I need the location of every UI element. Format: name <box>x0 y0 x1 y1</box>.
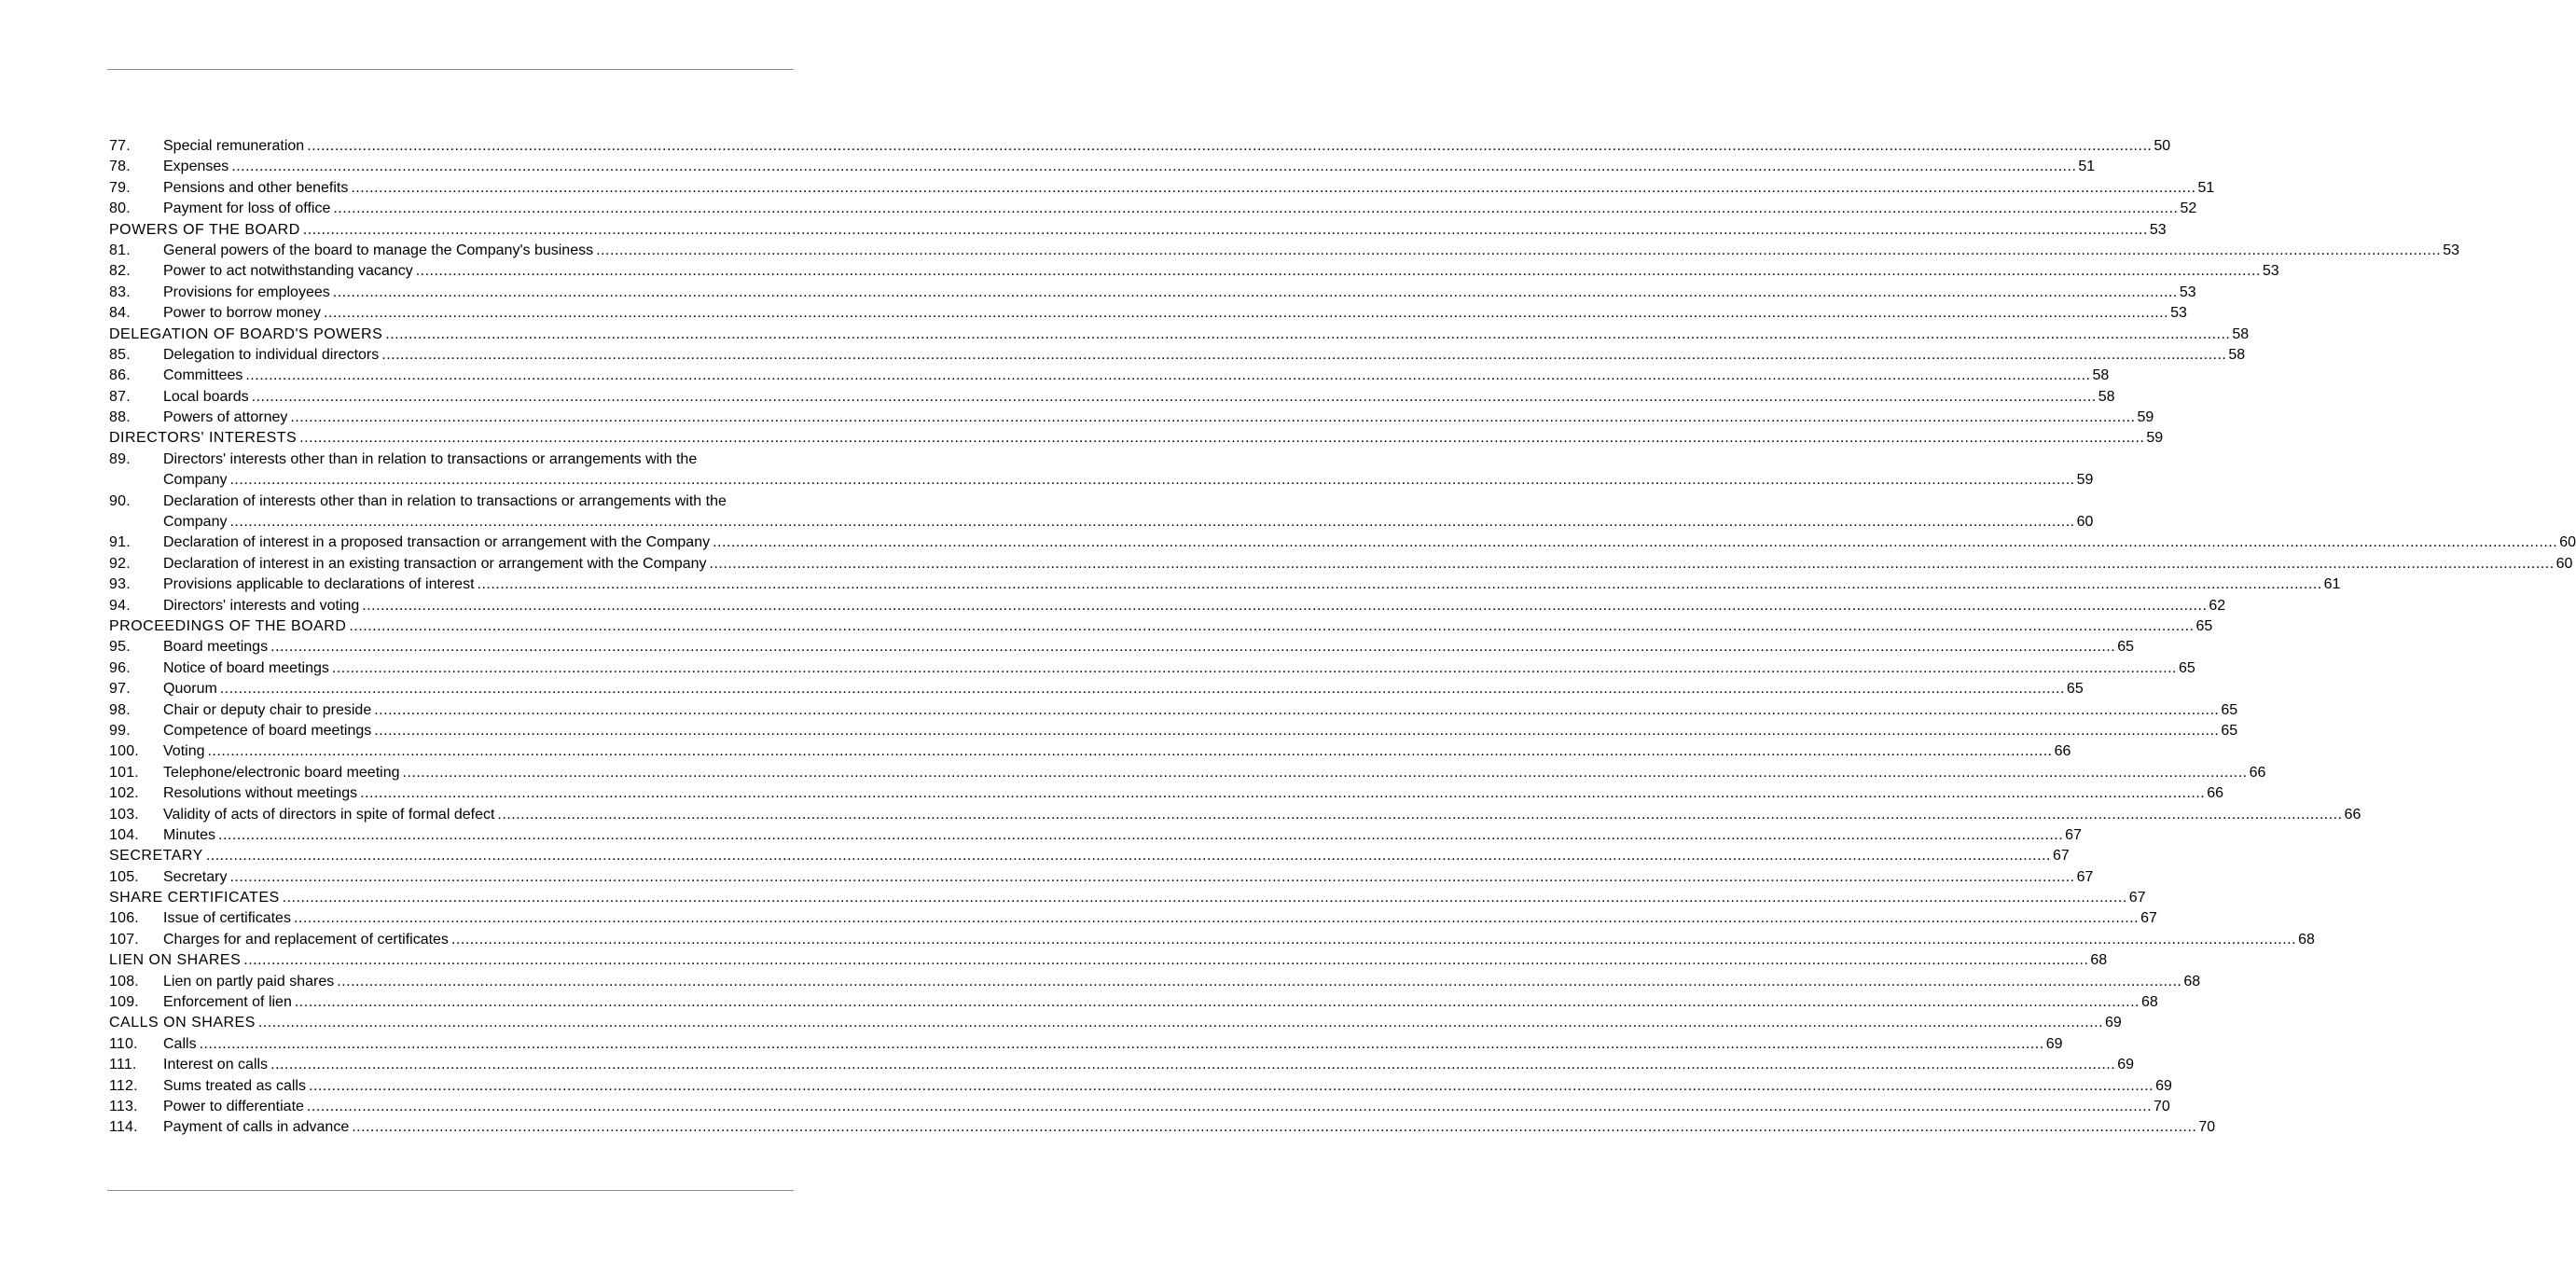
toc-entry-title: Declaration of interest in an existing transaction or arrangement with the Company <box>163 555 707 572</box>
toc-entry-number: 100. <box>109 743 139 760</box>
toc-entry-number: 99. <box>109 722 131 739</box>
toc-page-number: 60 <box>2076 514 2094 531</box>
toc-section-heading[interactable] <box>109 1013 2122 1033</box>
toc-entry-number: 108. <box>109 973 139 989</box>
toc-entry-number: 103. <box>109 806 139 823</box>
toc-entry[interactable] <box>109 679 2084 699</box>
toc-leader-dots: ................................................................................................................................................................................................................................................................................................................................................................................................................ <box>231 159 2077 175</box>
toc-page-number: 59 <box>2146 430 2164 447</box>
toc-entry-number: 83. <box>109 284 131 300</box>
toc-page-number: 58 <box>2098 388 2115 405</box>
toc-entry[interactable] <box>109 366 2110 386</box>
toc-section-title: CALLS ON SHARES <box>109 1015 256 1031</box>
toc-entry-number: 114. <box>109 1119 138 1136</box>
toc-entry-title: Calls <box>163 1035 197 1052</box>
toc-leader-dots: ................................................................................................................................................................................................................................................................................................................................................................................................................ <box>349 617 2195 634</box>
toc-entry-number: 102. <box>109 785 139 802</box>
toc-section-title: DELEGATION OF BOARD'S POWERS <box>109 325 383 342</box>
toc-page-number: 69 <box>2155 1077 2172 1094</box>
toc-leader-dots: ................................................................................................................................................................................................................................................................................................................................................................................................................ <box>251 388 2097 405</box>
toc-leader-dots: ................................................................................................................................................................................................................................................................................................................................................................................................................ <box>323 305 2169 322</box>
toc-entry[interactable] <box>109 805 2361 825</box>
toc-entry-number: 90. <box>109 492 131 509</box>
toc-entry[interactable] <box>109 136 2171 157</box>
toc-leader-dots: ................................................................................................................................................................................................................................................................................................................................................................................................................ <box>360 785 2206 802</box>
toc-leader-dots: ................................................................................................................................................................................................................................................................................................................................................................................................................ <box>270 1057 2116 1073</box>
toc-entry-title: Telephone/electronic board meeting <box>163 764 400 781</box>
toc-leader-dots: ................................................................................................................................................................................................................................................................................................................................................................................................................ <box>243 952 2089 969</box>
toc-section-title: PROCEEDINGS OF THE BOARD <box>109 617 347 634</box>
toc-leader-dots: ................................................................................................................................................................................................................................................................................................................................................................................................................ <box>229 514 2075 531</box>
toc-leader-dots: ................................................................................................................................................................................................................................................................................................................................................................................................................ <box>362 597 2208 614</box>
toc-page-number: 68 <box>2298 931 2315 948</box>
toc-entry-number: 112. <box>109 1077 138 1094</box>
toc-entry[interactable] <box>109 283 2196 303</box>
toc-leader-dots: ................................................................................................................................................................................................................................................................................................................................................................................................................ <box>331 659 2177 676</box>
toc-leader-dots: ................................................................................................................................................................................................................................................................................................................................................................................................................ <box>229 868 2075 885</box>
toc-entry-number: 101. <box>109 764 139 781</box>
toc-section-title: LIEN ON SHARES <box>109 952 242 969</box>
toc-leader-dots: ................................................................................................................................................................................................................................................................................................................................................................................................................ <box>713 534 2558 551</box>
toc-entry-number: 113. <box>109 1098 138 1114</box>
toc-entry-title: Powers of attorney <box>163 409 288 426</box>
toc-section-title: SHARE CERTIFICATES <box>109 890 280 906</box>
toc-page-number: 69 <box>2105 1015 2122 1031</box>
toc-page-number: 66 <box>2054 743 2071 760</box>
toc-page-number: 65 <box>2221 701 2238 718</box>
toc-entry[interactable] <box>109 930 2315 950</box>
toc-entry-number: 94. <box>109 597 131 614</box>
toc-entry-number: 105. <box>109 868 139 885</box>
toc-entry-title: Secretary <box>163 868 228 885</box>
toc-entry[interactable] <box>109 658 2195 679</box>
toc-leader-dots: ................................................................................................................................................................................................................................................................................................................................................................................................................ <box>307 138 2153 154</box>
toc-entry[interactable] <box>109 574 2341 595</box>
toc-page-number: 70 <box>2154 1098 2170 1114</box>
toc-leader-dots: ................................................................................................................................................................................................................................................................................................................................................................................................................ <box>229 472 2075 489</box>
toc-entry[interactable] <box>109 408 2154 428</box>
toc-entry-number: 81. <box>109 242 131 258</box>
toc-leader-dots: ................................................................................................................................................................................................................................................................................................................................................................................................................ <box>293 910 2140 927</box>
table-of-contents <box>109 136 2576 1139</box>
toc-page-number: 66 <box>2249 764 2266 781</box>
toc-leader-dots: ................................................................................................................................................................................................................................................................................................................................................................................................................ <box>218 826 2064 843</box>
toc-leader-dots: ................................................................................................................................................................................................................................................................................................................................................................................................................ <box>245 367 2091 384</box>
toc-entry[interactable] <box>109 1076 2172 1097</box>
toc-entry-title: Sums treated as calls <box>163 1077 306 1094</box>
toc-entry-number: 79. <box>109 179 131 196</box>
toc-entry-title: Interest on calls <box>163 1057 269 1073</box>
toc-page-number: 69 <box>2117 1057 2134 1073</box>
toc-entry-number: 85. <box>109 346 131 363</box>
toc-entry-title: Payment for loss of office <box>163 201 331 217</box>
toc-leader-dots: ................................................................................................................................................................................................................................................................................................................................................................................................................ <box>308 1077 2154 1094</box>
toc-section-heading[interactable] <box>109 950 2108 971</box>
toc-page-number: 67 <box>2052 848 2070 865</box>
toc-leader-dots: ................................................................................................................................................................................................................................................................................................................................................................................................................ <box>290 409 2136 426</box>
toc-entry[interactable] <box>109 637 2134 657</box>
toc-leader-dots: ................................................................................................................................................................................................................................................................................................................................................................................................................ <box>199 1035 2044 1052</box>
toc-entry-number: 86. <box>109 367 131 384</box>
toc-entry-number: 91. <box>109 534 131 551</box>
toc-entry[interactable] <box>109 1097 2170 1117</box>
toc-entry-number: 107. <box>109 931 139 948</box>
toc-entry-title: Pensions and other benefits <box>163 179 349 196</box>
toc-leader-dots: ................................................................................................................................................................................................................................................................................................................................................................................................................ <box>299 430 2145 447</box>
toc-entry[interactable] <box>109 972 2201 992</box>
toc-entry-title: Local boards <box>163 388 249 405</box>
toc-entry-title: Directors' interests and voting <box>163 597 360 614</box>
toc-entry-title: Delegation to individual directors <box>163 346 380 363</box>
toc-section-title: DIRECTORS' INTERESTS <box>109 430 298 447</box>
toc-leader-dots: ................................................................................................................................................................................................................................................................................................................................................................................................................ <box>709 555 2555 572</box>
toc-entry-title: Charges for and replacement of certificates <box>163 931 449 948</box>
toc-entry-number: 84. <box>109 305 131 322</box>
toc-section-heading[interactable] <box>109 428 2164 449</box>
toc-entry-title: Provisions applicable to declarations of interest <box>163 576 475 593</box>
toc-page-number: 59 <box>2137 409 2154 426</box>
toc-page-number: 68 <box>2183 973 2201 989</box>
toc-entry-title: Declaration of interest in a proposed transaction or arrangement with the Company <box>163 534 711 551</box>
toc-entry[interactable] <box>109 825 2082 846</box>
toc-entry-title: Provisions for employees <box>163 284 330 300</box>
toc-entry[interactable] <box>109 261 2279 282</box>
toc-page-number: 51 <box>2078 159 2096 175</box>
toc-section-heading[interactable] <box>109 325 2250 345</box>
toc-entry-number: 92. <box>109 555 131 572</box>
toc-page-number: 67 <box>2065 826 2082 843</box>
toc-leader-dots: ................................................................................................................................................................................................................................................................................................................................................................................................................ <box>477 576 2322 593</box>
toc-entry[interactable] <box>109 345 2246 366</box>
toc-entry[interactable] <box>109 1034 2063 1055</box>
toc-leader-dots: ................................................................................................................................................................................................................................................................................................................................................................................................................ <box>205 848 2051 865</box>
toc-section-heading[interactable] <box>109 616 2213 637</box>
toc-page-number: 51 <box>2197 179 2215 196</box>
toc-page-number: 53 <box>2443 242 2460 258</box>
toc-entry[interactable] <box>109 700 2238 721</box>
toc-entry-number: 87. <box>109 388 131 405</box>
toc-leader-dots: ................................................................................................................................................................................................................................................................................................................................................................................................................ <box>270 639 2116 656</box>
toc-leader-dots: ................................................................................................................................................................................................................................................................................................................................................................................................................ <box>497 806 2343 823</box>
toc-entry[interactable] <box>109 783 2224 804</box>
toc-page-number: 58 <box>2232 325 2250 342</box>
toc-leader-dots: ................................................................................................................................................................................................................................................................................................................................................................................................................ <box>333 201 2179 217</box>
toc-entry-number: 104. <box>109 826 139 843</box>
toc-entry-number: 89. <box>109 450 131 467</box>
toc-entry[interactable] <box>109 992 2158 1013</box>
toc-entry[interactable] <box>109 867 2094 888</box>
toc-entry-number: 88. <box>109 409 131 426</box>
toc-entry-title: Notice of board meetings <box>163 659 329 676</box>
toc-entry-title: Lien on partly paid shares <box>163 973 335 989</box>
toc-entry-number: 111. <box>109 1057 137 1073</box>
toc-page-number: 65 <box>2179 659 2195 676</box>
toc-page-number: 53 <box>2179 284 2196 300</box>
toc-entry-number: 109. <box>109 994 139 1011</box>
toc-entry-title: Resolutions without meetings <box>163 785 358 802</box>
toc-leader-dots: ................................................................................................................................................................................................................................................................................................................................................................................................................ <box>352 1119 2197 1136</box>
toc-entry-title: Declaration of interests other than in relation to transactions or arrangements with the <box>163 492 727 509</box>
toc-entry-title: Directors' interests other than in relation to transactions or arrangements with the <box>163 450 698 467</box>
toc-page-number: 66 <box>2344 806 2361 823</box>
toc-entry[interactable] <box>109 596 2226 616</box>
toc-entry-title: Special remuneration <box>163 138 305 154</box>
toc-entry-title: Quorum <box>163 681 217 698</box>
toc-entry-title: Chair or deputy chair to preside <box>163 701 372 718</box>
toc-entry-title: Issue of certificates <box>163 910 291 927</box>
toc-page-number: 67 <box>2128 890 2146 906</box>
toc-entry-title: Power to act notwithstanding vacancy <box>163 263 413 280</box>
toc-entry-number: 80. <box>109 201 131 217</box>
toc-entry-title: Minutes <box>163 826 216 843</box>
toc-page-number: 61 <box>2323 576 2341 593</box>
toc-leader-dots: ................................................................................................................................................................................................................................................................................................................................................................................................................ <box>402 764 2248 781</box>
toc-section-heading[interactable] <box>109 846 2070 866</box>
toc-entry-number: 110. <box>109 1035 138 1052</box>
toc-entry[interactable] <box>109 303 2187 324</box>
toc-leader-dots: ................................................................................................................................................................................................................................................................................................................................................................................................................ <box>257 1015 2104 1031</box>
toc-leader-dots: ................................................................................................................................................................................................................................................................................................................................................................................................................ <box>374 701 2220 718</box>
toc-leader-dots: ................................................................................................................................................................................................................................................................................................................................................................................................................ <box>302 221 2148 238</box>
toc-page-number: 65 <box>2066 681 2084 698</box>
toc-leader-dots: ................................................................................................................................................................................................................................................................................................................................................................................................................ <box>282 890 2127 906</box>
toc-entry-title: Committees <box>163 367 243 384</box>
toc-page-number: 62 <box>2209 597 2226 614</box>
toc-page-number: 52 <box>2180 201 2197 217</box>
toc-page-number: 60 <box>2559 534 2576 551</box>
toc-entry-title-continued: Company <box>163 514 228 531</box>
toc-entry-number: 82. <box>109 263 131 280</box>
footer-rule <box>107 1190 794 1191</box>
toc-entry[interactable] <box>109 491 2094 533</box>
header-rule <box>107 69 794 70</box>
toc-section-title: SECRETARY <box>109 848 203 865</box>
toc-page-number: 69 <box>2045 1035 2063 1052</box>
toc-entry-title: Validity of acts of directors in spite of formal defect <box>163 806 495 823</box>
toc-entry-title-continued: Company <box>163 472 228 489</box>
toc-leader-dots: ................................................................................................................................................................................................................................................................................................................................................................................................................ <box>294 994 2140 1011</box>
toc-page-number: 53 <box>2170 305 2187 322</box>
toc-entry-number: 78. <box>109 159 131 175</box>
toc-entry-title: Board meetings <box>163 639 269 656</box>
toc-entry-title: Power to borrow money <box>163 305 321 322</box>
toc-page-number: 67 <box>2076 868 2094 885</box>
toc-leader-dots: ................................................................................................................................................................................................................................................................................................................................................................................................................ <box>351 179 2196 196</box>
toc-entry-title: General powers of the board to manage the Company's business <box>163 242 594 258</box>
toc-page-number: 67 <box>2140 910 2157 927</box>
toc-leader-dots: ................................................................................................................................................................................................................................................................................................................................................................................................................ <box>450 931 2297 948</box>
toc-entry[interactable] <box>109 178 2215 199</box>
toc-entry[interactable] <box>109 908 2157 929</box>
toc-entry[interactable] <box>109 199 2197 219</box>
toc-leader-dots: ................................................................................................................................................................................................................................................................................................................................................................................................................ <box>219 681 2065 698</box>
toc-page-number: 66 <box>2207 785 2224 802</box>
toc-leader-dots: ................................................................................................................................................................................................................................................................................................................................................................................................................ <box>374 722 2220 739</box>
toc-leader-dots: ................................................................................................................................................................................................................................................................................................................................................................................................................ <box>337 973 2182 989</box>
toc-page-number: 68 <box>2140 994 2158 1011</box>
toc-page-number: 53 <box>2149 221 2167 238</box>
toc-entry[interactable] <box>109 554 2573 574</box>
toc-leader-dots: ................................................................................................................................................................................................................................................................................................................................................................................................................ <box>381 346 2227 363</box>
toc-page-number: 58 <box>2228 346 2246 363</box>
toc-entry[interactable] <box>109 721 2238 741</box>
toc-page-number: 70 <box>2198 1119 2216 1136</box>
toc-page-number: 58 <box>2092 367 2110 384</box>
toc-page-number: 65 <box>2221 722 2238 739</box>
toc-page-number: 53 <box>2262 263 2279 280</box>
toc-entry-number: 98. <box>109 701 131 718</box>
toc-page-number: 50 <box>2154 138 2171 154</box>
toc-page-number: 65 <box>2195 617 2213 634</box>
toc-leader-dots: ................................................................................................................................................................................................................................................................................................................................................................................................................ <box>207 743 2053 760</box>
toc-leader-dots: ................................................................................................................................................................................................................................................................................................................................................................................................................ <box>596 242 2442 258</box>
toc-entry-number: 77. <box>109 138 131 154</box>
toc-entry-number: 96. <box>109 659 131 676</box>
toc-leader-dots: ................................................................................................................................................................................................................................................................................................................................................................................................................ <box>385 325 2231 342</box>
toc-entry[interactable] <box>109 1117 2216 1138</box>
toc-entry-title: Power to differentiate <box>163 1098 304 1114</box>
toc-entry-title: Enforcement of lien <box>163 994 292 1011</box>
toc-page-number: 65 <box>2117 639 2134 656</box>
toc-entry-title: Expenses <box>163 159 229 175</box>
toc-entry-title: Voting <box>163 743 205 760</box>
toc-entry[interactable] <box>109 1055 2134 1075</box>
toc-entry[interactable] <box>109 741 2071 762</box>
toc-section-title: POWERS OF THE BOARD <box>109 221 300 238</box>
toc-entry-title: Competence of board meetings <box>163 722 372 739</box>
toc-entry-number: 93. <box>109 576 131 593</box>
toc-entry[interactable] <box>109 763 2266 783</box>
toc-entry-title: Payment of calls in advance <box>163 1119 350 1136</box>
toc-section-heading[interactable] <box>109 220 2167 241</box>
toc-page-number: 68 <box>2090 952 2108 969</box>
toc-entry[interactable] <box>109 450 2094 491</box>
toc-entry-number: 106. <box>109 910 139 927</box>
toc-page-number: 59 <box>2076 472 2094 489</box>
toc-entry-number: 97. <box>109 681 131 698</box>
toc-entry[interactable] <box>109 387 2115 408</box>
toc-leader-dots: ................................................................................................................................................................................................................................................................................................................................................................................................................ <box>306 1098 2153 1114</box>
toc-leader-dots: ................................................................................................................................................................................................................................................................................................................................................................................................................ <box>415 263 2261 280</box>
toc-entry[interactable] <box>109 533 2576 553</box>
toc-entry[interactable] <box>109 241 2460 261</box>
toc-leader-dots: ................................................................................................................................................................................................................................................................................................................................................................................................................ <box>332 284 2178 300</box>
toc-page-number: 60 <box>2555 555 2573 572</box>
toc-section-heading[interactable] <box>109 888 2146 908</box>
toc-entry-number: 95. <box>109 639 131 656</box>
toc-entry[interactable] <box>109 157 2096 177</box>
